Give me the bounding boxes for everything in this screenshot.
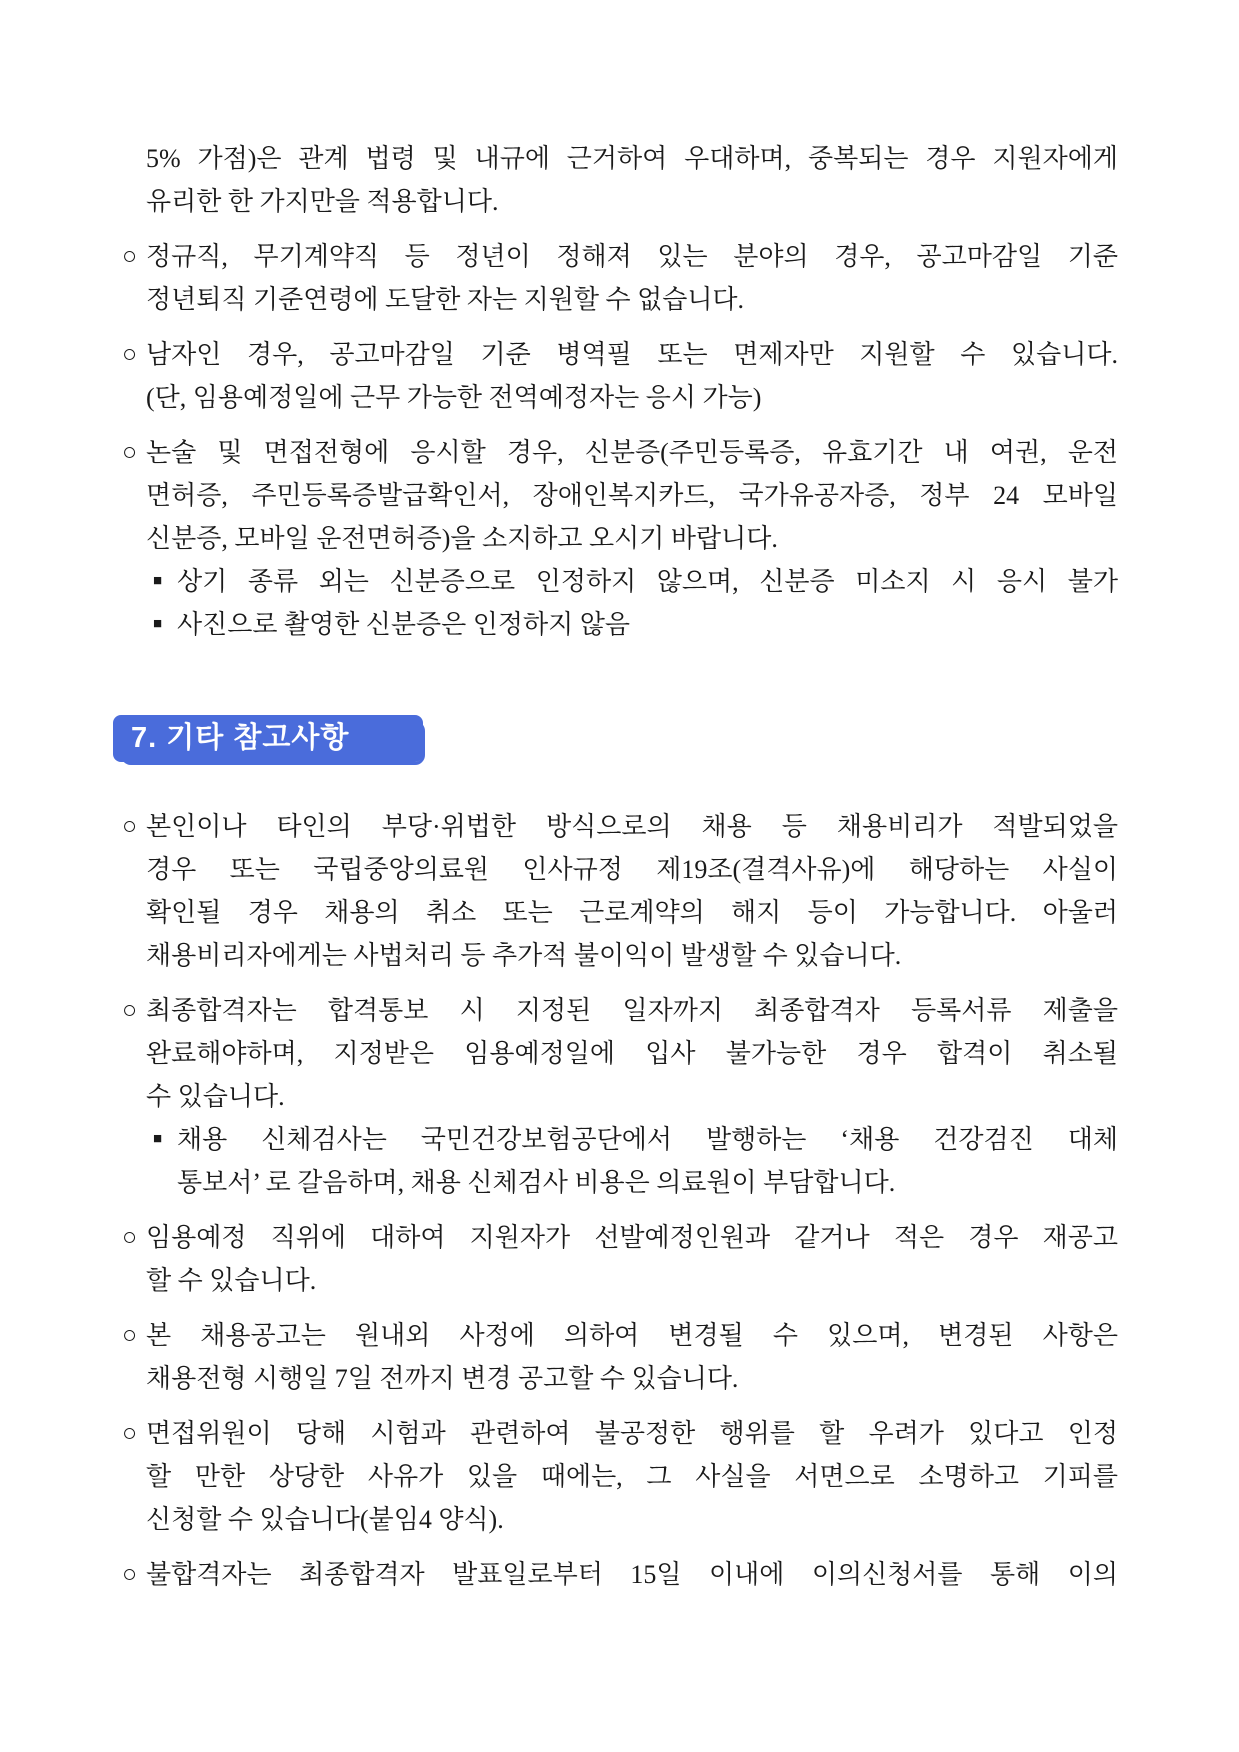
item-line: 상기 종류 외는 신분증으로 인정하지 않으며, 신분증 미소지 시 응시 불가 [177, 567, 1118, 596]
item-line: 면접위원이 당해 시험과 관련하여 불공정한 행위를 할 우려가 있다고 인정 [146, 1419, 1118, 1448]
item-line: 정규직, 무기계약직 등 정년이 정해져 있는 분야의 경우, 공고마감일 기준 [146, 242, 1118, 271]
item-line: 불합격자는 최종합격자 발표일로부터 15일 이내에 이의신청서를 통해 이의 [146, 1560, 1118, 1589]
item-line: 정년퇴직 기준연령에 도달한 자는 지원할 수 없습니다. [146, 285, 745, 314]
item-line: 최종합격자는 합격통보 시 지정된 일자까지 최종합격자 등록서류 제출을 [146, 996, 1118, 1025]
item-lines [146, 1553, 1118, 1596]
item-line: 할 수 있습니다. [146, 1266, 317, 1295]
circle-bullet-icon: ○ [122, 341, 138, 368]
list-item [122, 1412, 1118, 1541]
list-item [122, 1553, 1118, 1596]
list-item [122, 989, 1118, 1118]
circle-bullet-icon: ○ [122, 243, 138, 270]
item-line: 사진으로 촬영한 신분증은 인정하지 않음 [177, 610, 630, 639]
item-line: 본인이나 타인의 부당·위법한 방식으로의 채용 등 채용비리가 적발되었을 [146, 812, 1118, 841]
item-lines [146, 431, 1118, 560]
circle-bullet-icon: ○ [122, 1322, 138, 1349]
section-header-box [113, 715, 423, 762]
list-item [122, 560, 1118, 603]
item-lines [177, 1118, 1118, 1204]
item-line: 신분증, 모바일 운전면허증)을 소지하고 오시기 바랍니다. [146, 524, 778, 553]
list-item [122, 1118, 1118, 1204]
item-line: 완료해야하며, 지정받은 임용예정일에 입사 불가능한 경우 합격이 취소될 [146, 1039, 1118, 1068]
item-lines [146, 1216, 1118, 1302]
item-line: 확인될 경우 채용의 취소 또는 근로계약의 해지 등이 가능합니다. 아울러 [146, 898, 1118, 927]
list-item [122, 137, 1118, 223]
section-7-header [113, 715, 423, 762]
item-lines [146, 1314, 1118, 1400]
item-lines [146, 137, 1118, 223]
item-line: 임용예정 직위에 대하여 지원자가 선발예정인원과 같거나 적은 경우 재공고 [146, 1223, 1118, 1252]
circle-bullet-icon: ○ [122, 1420, 138, 1447]
notes-list-continued [122, 137, 1118, 646]
item-line: 본 채용공고는 원내외 사정에 의하여 변경될 수 있으며, 변경된 사항은 [146, 1321, 1118, 1350]
square-bullet-icon: ■ [153, 1131, 163, 1147]
section-header-label: 7. 기타 참고사항 [131, 722, 350, 754]
square-bullet-icon: ■ [153, 573, 163, 589]
list-item [122, 431, 1118, 560]
circle-bullet-icon: ○ [122, 997, 138, 1024]
square-bullet-icon: ■ [153, 616, 163, 632]
item-lines [146, 333, 1118, 419]
item-line: 수 있습니다. [146, 1082, 285, 1111]
item-lines [146, 989, 1118, 1118]
list-item [122, 805, 1118, 977]
list-item [122, 1314, 1118, 1400]
item-line: 채용전형 시행일 7일 전까지 변경 공고할 수 있습니다. [146, 1364, 739, 1393]
item-line: 논술 및 면접전형에 응시할 경우, 신분증(주민등록증, 유효기간 내 여권, 운전 [146, 438, 1118, 467]
item-line: 5% 가점)은 관계 법령 및 내규에 근거하여 우대하며, 중복되는 경우 지원자에게 [146, 144, 1118, 173]
list-item [122, 603, 1118, 646]
item-lines [146, 1412, 1118, 1541]
section-7-notes-list [122, 805, 1118, 1596]
circle-bullet-icon: ○ [122, 439, 138, 466]
item-line: 유리한 한 가지만을 적용합니다. [146, 187, 499, 216]
list-item [122, 235, 1118, 321]
item-line: 경우 또는 국립중앙의료원 인사규정 제19조(결격사유)에 해당하는 사실이 [146, 855, 1118, 884]
item-line: 남자인 경우, 공고마감일 기준 병역필 또는 면제자만 지원할 수 있습니다. [146, 340, 1118, 369]
item-line: 신청할 수 있습니다(붙임4 양식). [146, 1505, 504, 1534]
item-line: (단, 임용예정일에 근무 가능한 전역예정자는 응시 가능) [146, 383, 762, 412]
circle-bullet-icon: ○ [122, 1561, 138, 1588]
list-item [122, 1216, 1118, 1302]
circle-bullet-icon: ○ [122, 813, 138, 840]
item-line: 채용 신체검사는 국민건강보험공단에서 발행하는 ‘채용 건강검진 대체 [177, 1125, 1118, 1154]
item-lines [177, 603, 1118, 646]
item-lines [146, 805, 1118, 977]
item-line: 면허증, 주민등록증발급확인서, 장애인복지카드, 국가유공자증, 정부 24 모바일 [146, 481, 1118, 510]
circle-bullet-icon: ○ [122, 1224, 138, 1251]
item-lines [177, 560, 1118, 603]
item-line: 할 만한 상당한 사유가 있을 때에는, 그 사실을 서면으로 소명하고 기피를 [146, 1462, 1118, 1491]
item-line: 통보서’ 로 갈음하며, 채용 신체검사 비용은 의료원이 부담합니다. [177, 1168, 896, 1197]
list-item [122, 333, 1118, 419]
item-lines [146, 235, 1118, 321]
item-line: 채용비리자에게는 사법처리 등 추가적 불이익이 발생할 수 있습니다. [146, 941, 902, 970]
